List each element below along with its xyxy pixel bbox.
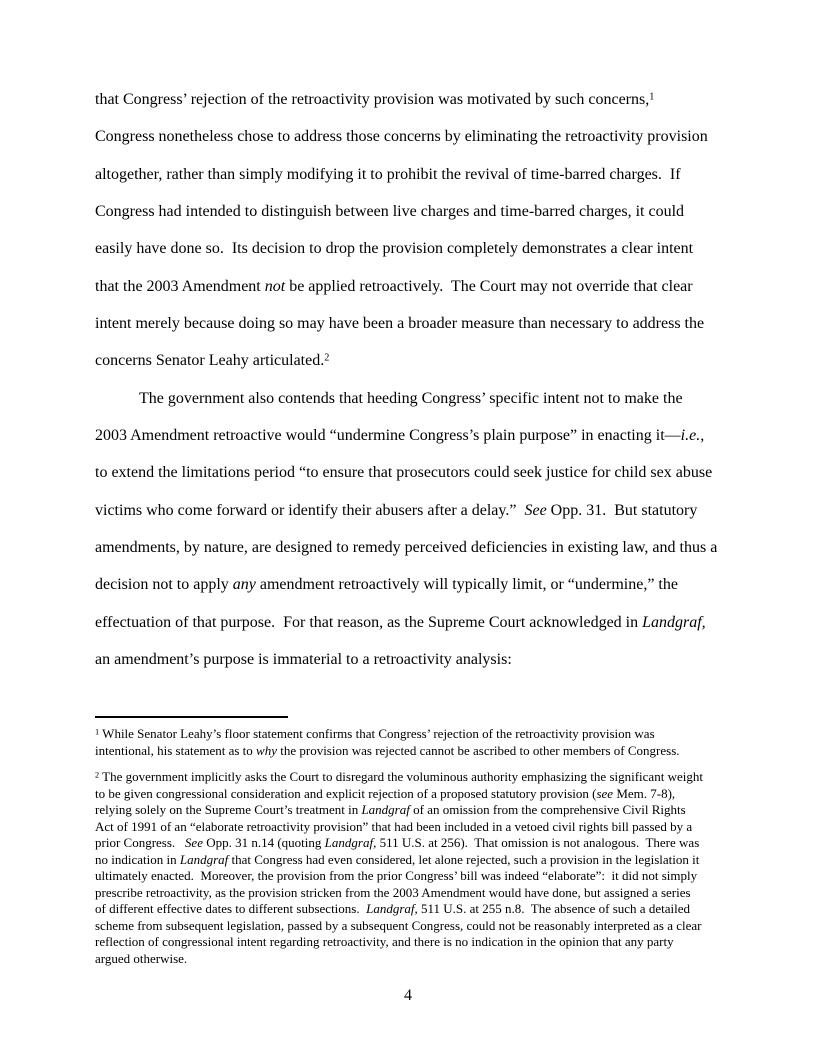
text-segment: Opp. 31 n.14 (quoting [202,835,325,850]
text-segment: intent merely because doing so may have been a broader measure than necessary to address the [95,314,705,332]
text-line [95,118,755,155]
text-line [95,918,755,935]
text-segment: that Congress’ rejection of the retroactivity provision was motivated by such concerns, [95,91,650,108]
text-segment: no indication in [95,851,180,867]
text-segment: scheme from subsequent legislation, passed by a subsequent Congress, could not be reasonably interpreted as a clear [95,917,702,933]
text-segment: ultimately enacted. Moreover, the provision from the prior Congress’ bill was indeed “elaborate”: it did not simply [95,868,698,883]
text-line [95,305,755,342]
text-segment: effectuation of that purpose. For that reason, as the Supreme Court acknowledged in [95,613,643,631]
text-line [95,868,755,885]
text-segment: Landgraf, [642,613,706,631]
text-segment: to extend the limitations period “to ensure that prosecutors could seek justice for child sex abuse [95,464,713,482]
text-segment: to be given congressional consideration and explicit rejection of a proposed statutory provision ( [95,785,597,801]
text-segment: argued otherwise. [95,950,188,966]
text-segment: prior Congress. [95,835,185,850]
text-segment: See [184,835,203,850]
text-segment: why [256,742,277,758]
text-line [95,934,755,951]
text-line [95,454,755,491]
text-line [95,852,755,869]
text-line [95,786,755,803]
text-line [95,566,755,603]
text-line [95,769,755,786]
text-segment: The government also contends that heeding Congress’ specific intent not to make the [139,389,683,407]
text-segment: intentional, his statement as to [95,742,257,758]
text-line [95,835,755,852]
body-text [95,81,755,678]
text-segment: See [524,501,547,519]
text-line [95,268,755,305]
text-segment: the provision was rejected cannot be ascribed to other members of Congress. [276,742,680,758]
text-segment: Congress had intended to distinguish between live charges and time-barred charges, it could [95,202,685,220]
text-segment: victims who come forward or identify their abusers after a delay.” [95,501,525,519]
footnote-1 [95,726,755,759]
text-segment: Act of 1991 of an “elaborate retroactivity provision” that had been included in a vetoed civil rights bill passed by a [95,818,693,834]
text-segment: altogether, rather than simply modifying it to prohibit the revival of time-barred charges. If [95,165,681,183]
footnote-separator [95,716,288,718]
text-segment: prescribe retroactivity, as the provision stricken from the 2003 Amendment would have done, but assigned a series [95,884,691,900]
text-segment: The government implicitly asks the Court to disregard the voluminous authority emphasizing the significant weight [99,769,703,784]
text-segment: any [232,576,256,594]
text-segment: Landgraf, [366,901,418,916]
text-segment: Opp. 31. But statutory [546,501,698,519]
text-segment: easily have done so. Its decision to drop the provision completely demonstrates a clear intent [95,240,694,258]
text-line [95,802,755,819]
text-line [95,417,755,454]
footnote-reference: 1 [649,91,655,103]
text-segment: of different effective dates to different subsections. [95,901,367,916]
text-segment: relying solely on the Supreme Court’s treatment in [95,802,362,817]
text-segment: Landgraf [179,851,229,867]
text-segment: an amendment’s purpose is immaterial to a retroactivity analysis: [95,650,512,668]
text-line [95,641,755,678]
text-segment: Landgraf [361,802,410,817]
footnote-2 [95,769,755,967]
text-line [95,726,755,743]
text-segment: concerns Senator Leahy articulated. [95,352,325,370]
text-line [95,193,755,230]
footnote-reference: 1 [95,727,100,737]
text-line [95,81,755,118]
text-line [95,951,755,968]
text-segment: that the 2003 Amendment [95,277,265,295]
text-segment: decision not to apply [95,576,233,594]
text-segment: 511 U.S. at 255 n.8. The absence of such a detailed [417,901,690,916]
text-segment: Congress nonetheless chose to address those concerns by eliminating the retroactivity provision [95,128,708,146]
text-segment: of an omission from the comprehensive Civil Rights [409,802,686,817]
footnote-reference: 2 [324,352,330,364]
text-segment: not [264,277,286,295]
text-line [95,380,755,417]
text-line [95,819,755,836]
text-segment: that Congress had even considered, let alone rejected, such a provision in the legislation it [228,851,700,867]
text-line [95,156,755,193]
page-number: 4 [404,987,412,1004]
text-line [95,230,755,267]
text-line [95,342,755,379]
text-segment: be applied retroactively. The Court may not override that clear [285,277,693,295]
text-segment: i.e., [680,426,705,444]
text-line [95,901,755,918]
text-segment: reflection of congressional intent regarding retroactivity, and there is no indication in the opinion that any party [95,934,674,949]
text-segment: While Senator Leahy’s floor statement confirms that Congress’ rejection of the retroactivity provision was [99,726,655,741]
footnote-reference: 2 [95,770,100,780]
text-segment: see [596,785,614,801]
text-segment: 2003 Amendment retroactive would “undermine Congress’s plain purpose” in enacting it— [95,426,681,444]
text-segment: 511 U.S. at 256). That omission is not analogous. There was [376,835,700,850]
text-segment: Mem. 7-8), [613,785,676,801]
text-line [95,492,755,529]
text-segment: Landgraf, [324,835,377,850]
text-segment: amendments, by nature, are designed to remedy perceived deficiencies in existing law, and thus a [95,538,718,556]
text-segment: amendment retroactively will typically limit, or “undermine,” the [255,576,678,594]
text-line [95,529,755,566]
text-line [95,885,755,902]
text-line [95,743,755,760]
text-line [95,604,755,641]
